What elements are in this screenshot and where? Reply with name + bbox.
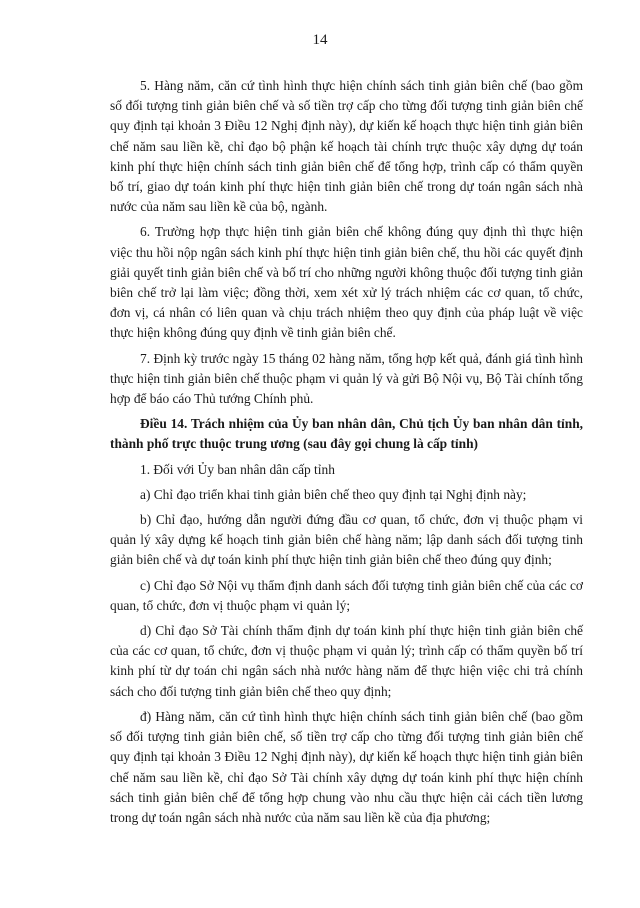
point-c: c) Chỉ đạo Sở Nội vụ thẩm định danh sách đối tượng tinh giản biên chế của các cơ quan, tổ chức, đơn vị thuộc phạm vi quản lý; <box>110 577 583 613</box>
article-14-heading: Điều 14. Trách nhiệm của Ủy ban nhân dân, Chủ tịch Ủy ban nhân dân tỉnh, thành phố trực thuộc trung ương (sau đây gọi chung là cấp tỉnh) <box>110 416 583 452</box>
point-a: a) Chỉ đạo triển khai tinh giản biên chế theo quy định tại Nghị định này; <box>140 486 527 502</box>
point-b: b) Chỉ đạo, hướng dẫn người đứng đầu cơ quan, tổ chức, đơn vị thuộc phạm vi quản lý xây dựng kế hoạch tinh giản biên chế hàng năm; lập danh sách đối tượng tinh giản biên chế và dự toán kinh phí thực hiện tinh giản biên chế theo đúng quy định; <box>110 512 583 568</box>
paragraph-5: 5. Hàng năm, căn cứ tình hình thực hiện chính sách tinh giản biên chế (bao gồm số đối tượng tinh giản biên chế và số tiền trợ cấp cho từng đối tượng tinh giản biên chế quy định tại khoản 3 Điều 12 Nghị định này), dự kiến kế hoạch thực hiện tinh giản biên chế năm sau liền kề, chỉ đạo bộ phận kế hoạch tài chính trực thuộc xây dựng dự toán kinh phí thực hiện chính sách tinh giản biên chế để tổng hợp, trình cấp có thẩm quyền bố trí, giao dự toán kinh phí thực hiện tinh giản biên chế trong dự toán ngân sách nhà nước của năm sau liền kề của bộ, ngành. <box>110 78 583 215</box>
clause-1: 1. Đối với Ủy ban nhân dân cấp tỉnh <box>140 461 335 477</box>
paragraph-6: 6. Trường hợp thực hiện tinh giản biên chế không đúng quy định thì thực hiện việc thu hồi nộp ngân sách kinh phí thực hiện tinh giản biên chế, thu hồi các quyết định giải quyết tinh giản biên chế và bố trí cho những người không thuộc đối tượng tinh giản biên chế trở lại làm việc; đồng thời, xem xét xử lý trách nhiệm các cơ quan, tổ chức, đơn vị, cá nhân có liên quan và chịu trách nhiệm theo quy định của pháp luật về việc thực hiện không đúng quy định về tinh giản biên chế. <box>110 224 583 341</box>
page-number: 14 <box>312 32 328 48</box>
point-dd: đ) Hàng năm, căn cứ tình hình thực hiện chính sách tinh giản biên chế (bao gồm số đối tượng tinh giản biên chế, số tiền trợ cấp cho từng đối tượng tinh giản biên chế quy định tại khoản 3 Điều 12 Nghị định này), dự kiến kế hoạch thực hiện tinh giản biên chế năm sau liền kề, chỉ đạo Sở Tài chính xây dựng dự toán kinh phí thực hiện chính sách tinh giản biên chế để tổng hợp chung vào nhu cầu thực hiện cải cách tiền lương trong dự toán ngân sách nhà nước của năm sau liền kề của địa phương; <box>110 708 583 825</box>
paragraph-7: 7. Định kỳ trước ngày 15 tháng 02 hàng năm, tổng hợp kết quả, đánh giá tình hình thực hiện tinh giản biên chế thuộc phạm vi quản lý và gửi Bộ Nội vụ, Bộ Tài chính tổng hợp để báo cáo Thủ tướng Chính phủ. <box>110 350 583 407</box>
document-body <box>110 76 583 833</box>
point-d: d) Chỉ đạo Sở Tài chính thẩm định dự toán kinh phí thực hiện tinh giản biên chế của các cơ quan, tổ chức, đơn vị thuộc phạm vi quản lý; trình cấp có thẩm quyền bố trí kinh phí từ dự toán chi ngân sách nhà nước hàng năm để thực hiện việc chi trả chính sách cho đối tượng tinh giản biên chế theo quy định; <box>110 623 583 699</box>
